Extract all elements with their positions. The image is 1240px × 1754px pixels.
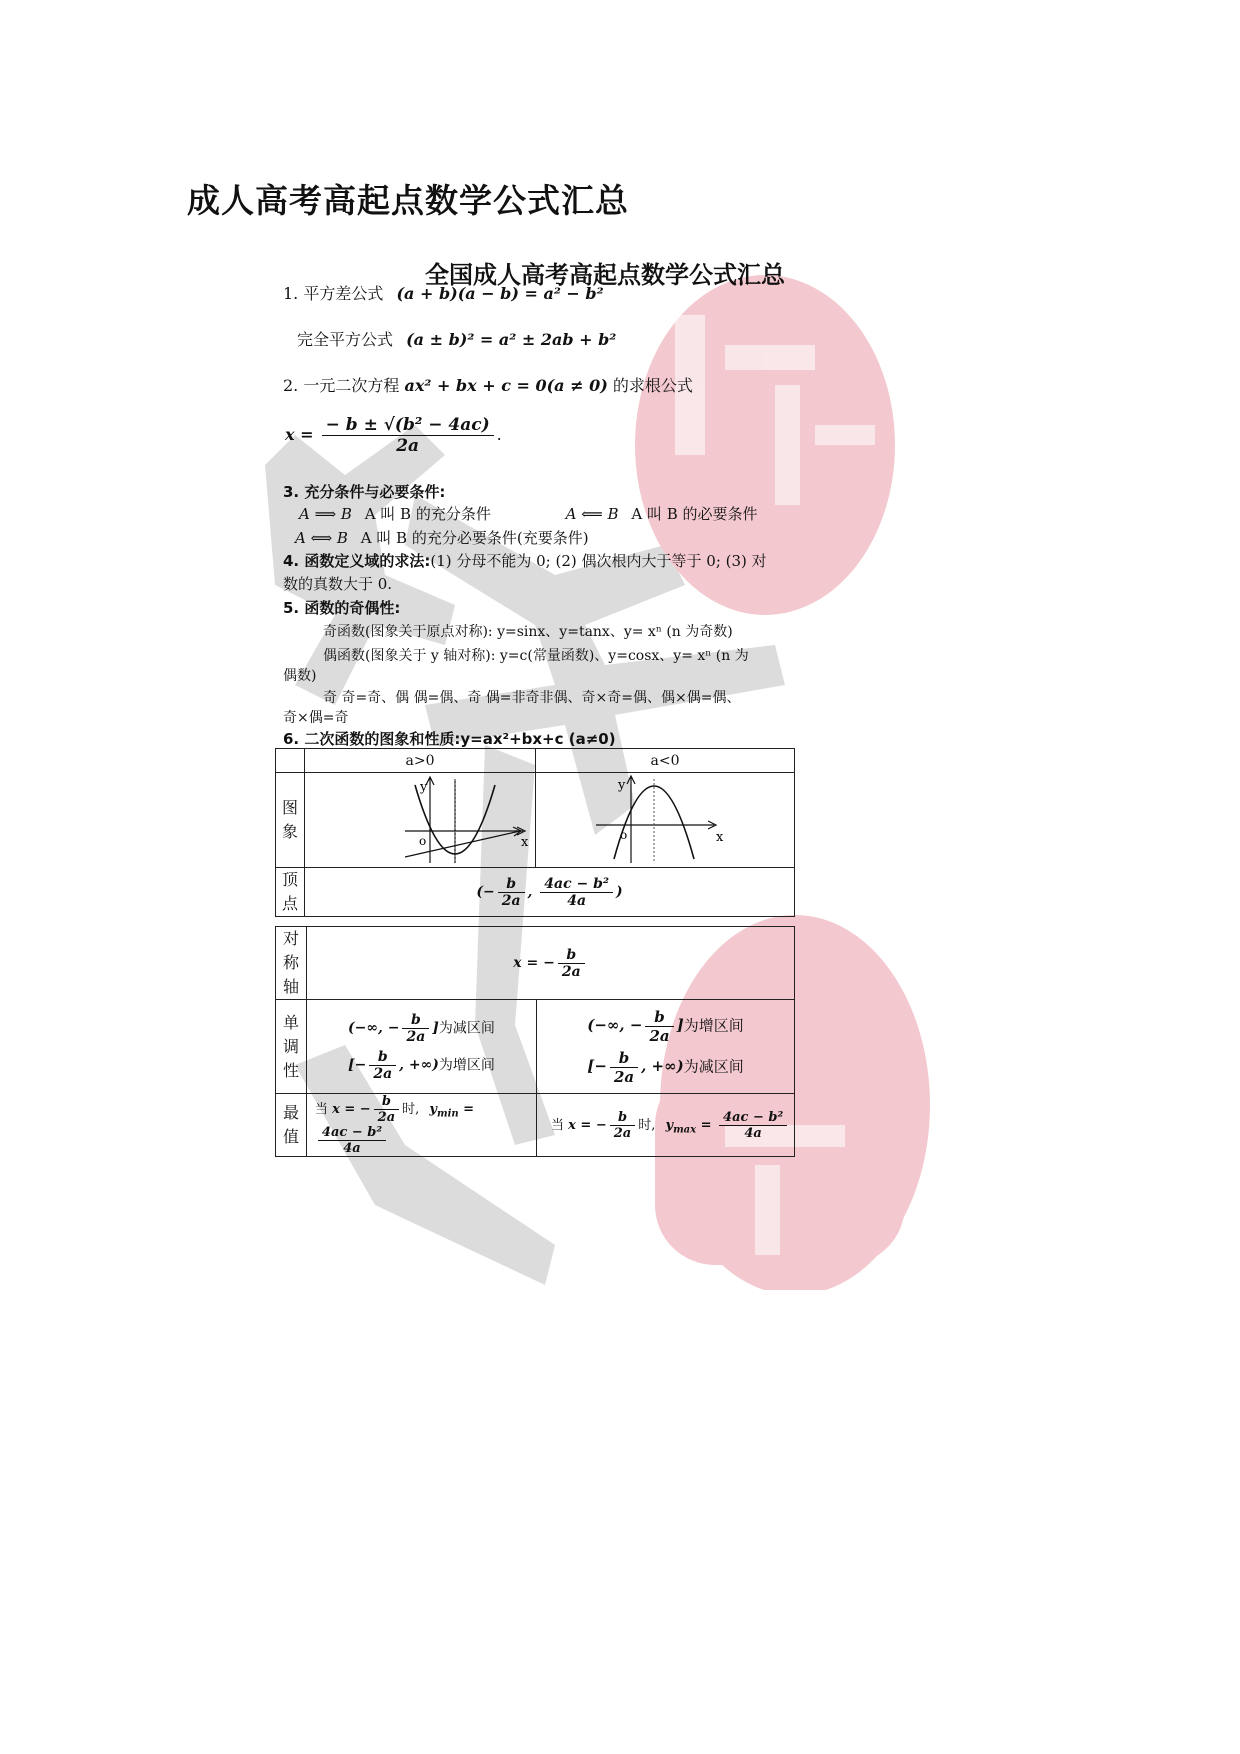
section-3-row-1 <box>299 503 758 524</box>
difference-of-squares-formula: (a + b)(a − b) = a² − b² <box>396 284 604 303</box>
document-title: 全国成人高考高起点数学公式汇总 <box>425 261 785 289</box>
table-corner <box>276 749 305 773</box>
section-4 <box>283 550 767 571</box>
vertex-x-denominator: 2a <box>501 892 521 909</box>
row-mono-label: 单 调 性 <box>276 1000 307 1094</box>
page-title: 成人高考高起点数学公式汇总 <box>187 181 629 220</box>
ymin-symbol: y <box>429 1102 437 1117</box>
parity-rule-line-2: 奇×偶=奇 <box>283 710 349 726</box>
graph-2-y-label: y <box>618 778 626 793</box>
mono-negative-cell <box>537 1000 795 1094</box>
extreme-min-cell: 当 x = − $\frac{b}{2a}$ 时, $y_{min}$ = $\frac{\text{4ac − b²}}{4a}$ <box>306 1094 536 1157</box>
max-denominator: 4a <box>744 1125 762 1141</box>
axis-numerator: b <box>558 947 585 964</box>
graph-1-x-label: x <box>521 835 529 850</box>
max-when: 当 <box>551 1117 565 1133</box>
mono-negative-interval-2: [− $\frac{b}{2a}$ , +∞)为减区间 <box>587 1048 744 1086</box>
column-a-negative: a<0 <box>536 749 795 773</box>
root-x-label: x = <box>285 425 314 444</box>
max-time: 时, <box>638 1117 656 1133</box>
document-image <box>255 245 955 1290</box>
vertex-cell <box>305 868 795 917</box>
section-1-label: 1. 平方差公式 <box>283 284 384 303</box>
section-2 <box>283 373 693 396</box>
extreme-max-cell: 当 x = − $\frac{b}{2a}$ 时, $y_{max}$ = $\frac{\text{4ac − b²}}{4a}$ <box>537 1094 795 1157</box>
section-1 <box>283 281 604 304</box>
column-a-positive: a>0 <box>305 749 536 773</box>
section-2-suffix: 的求根公式 <box>612 376 693 395</box>
quadratic-equation: ax² + bx + c = 0(a ≠ 0) <box>404 376 608 395</box>
mono-negative-interval-1: (−∞, − $\frac{b}{2a}$ ]为增区间 <box>587 1007 744 1045</box>
graph-2-x-label: x <box>716 830 724 845</box>
section-6-heading-line <box>283 728 616 749</box>
upward-parabola-graph <box>305 773 535 863</box>
axis-denominator: 2a <box>561 963 581 980</box>
min-time: 时, <box>402 1102 420 1117</box>
axis-cell <box>306 927 794 1000</box>
graph-downward-parabola <box>536 773 795 868</box>
axis-eq-left: x = − <box>513 955 555 971</box>
even-function-line-1: 偶函数(图象关于 y 轴对称): y=c(常量函数)、y=cosx、y= xⁿ (n 为 <box>323 648 749 664</box>
vertex-y-denominator: 4a <box>567 892 587 909</box>
perfect-square-formula: (a ± b)² = a² ± 2ab + b² <box>406 330 617 349</box>
row-axis-label: 对 称 轴 <box>276 927 307 1000</box>
mono-positive-interval-2: [− $\frac{b}{2a}$ , +∞)为增区间 <box>347 1048 495 1082</box>
max-numerator: 4ac − b² <box>719 1110 787 1126</box>
root-denominator: 2a <box>396 436 420 456</box>
ymax-subscript: max <box>673 1124 697 1136</box>
necessary-implication: A ⟸ B <box>565 505 619 523</box>
section-3-heading: 3. 充分条件与必要条件: <box>283 483 446 501</box>
sufficient-text: A 叫 B 的充分条件 <box>364 505 491 523</box>
vertex-x-numerator: b <box>498 876 525 893</box>
row-vertex-label: 顶 点 <box>276 868 305 917</box>
section-6-formula: y=ax²+bx+c (a≠0) <box>460 730 616 748</box>
min-when: 当 <box>314 1102 328 1117</box>
iff-text: A 叫 B 的充分必要条件(充要条件) <box>360 529 589 547</box>
mono-negative-label-2: 为减区间 <box>683 1057 744 1075</box>
quadratic-root-formula: x = $\frac{\text{− b ± √(b² − 4ac)}}{2a}$ . <box>285 415 502 456</box>
ymin-subscript: min <box>436 1108 459 1120</box>
section-1-perfect-square <box>297 327 616 350</box>
graph-1-y-label: y <box>420 780 428 795</box>
necessary-text: A 叫 B 的必要条件 <box>631 505 758 523</box>
graph-2-origin-label: o <box>620 828 628 842</box>
section-6-heading: 6. 二次函数的图象和性质: <box>283 730 461 748</box>
even-function-line-2: 偶数) <box>283 668 317 684</box>
iff-implication: A ⟺ B <box>295 529 348 547</box>
min-denominator: 4a <box>343 1141 361 1156</box>
axis-formula <box>513 946 587 980</box>
odd-function-line: 奇函数(图象关于原点对称): y=sinx、y=tanx、y= xⁿ (n 为奇数) <box>323 624 733 640</box>
graph-upward-parabola <box>305 773 536 868</box>
min-numerator: 4ac − b² <box>318 1125 386 1141</box>
quadratic-table-2 <box>275 926 795 1157</box>
ymax-symbol: y <box>665 1117 674 1133</box>
mono-positive-label-2: 为增区间 <box>438 1057 495 1073</box>
sufficient-implication: A ⟹ B <box>299 505 352 523</box>
section-2-label: 2. 一元二次方程 <box>283 376 400 395</box>
row-extreme-label: 最 值 <box>276 1094 307 1157</box>
vertex-formula: (− $\frac{b}{2a}$ , $\frac{\text{4ac − b²}}{4a}$ ) <box>476 875 623 909</box>
row-graph-label: 图 象 <box>276 773 305 868</box>
mono-positive-label-1: 为减区间 <box>438 1020 495 1036</box>
mono-negative-label-1: 为增区间 <box>683 1016 744 1034</box>
section-5-heading: 5. 函数的奇偶性: <box>283 599 401 617</box>
mono-positive-cell <box>306 1000 536 1094</box>
graph-1-origin-label: o <box>419 834 427 848</box>
perfect-square-label: 完全平方公式 <box>297 330 394 349</box>
section-4-text-2: 数的真数大于 0. <box>283 575 393 593</box>
vertex-y-numerator: 4ac − b² <box>540 876 613 893</box>
downward-parabola-graph <box>536 773 794 863</box>
section-4-text-1: (1) 分母不能为 0; (2) 偶次根内大于等于 0; (3) 对 <box>430 552 767 570</box>
section-3-row-2 <box>295 527 589 548</box>
section-4-heading: 4. 函数定义域的求法: <box>283 552 431 570</box>
quadratic-table-1 <box>275 748 795 917</box>
mono-positive-interval-1: (−∞, − $\frac{b}{2a}$ ]为减区间 <box>347 1011 495 1045</box>
parity-rule-line-1: 奇 奇=奇、偶 偶=偶、奇 偶=非奇非偶、奇×奇=偶、偶×偶=偶、 <box>323 690 741 706</box>
root-numerator: − b ± √(b² − 4ac) <box>322 415 494 436</box>
